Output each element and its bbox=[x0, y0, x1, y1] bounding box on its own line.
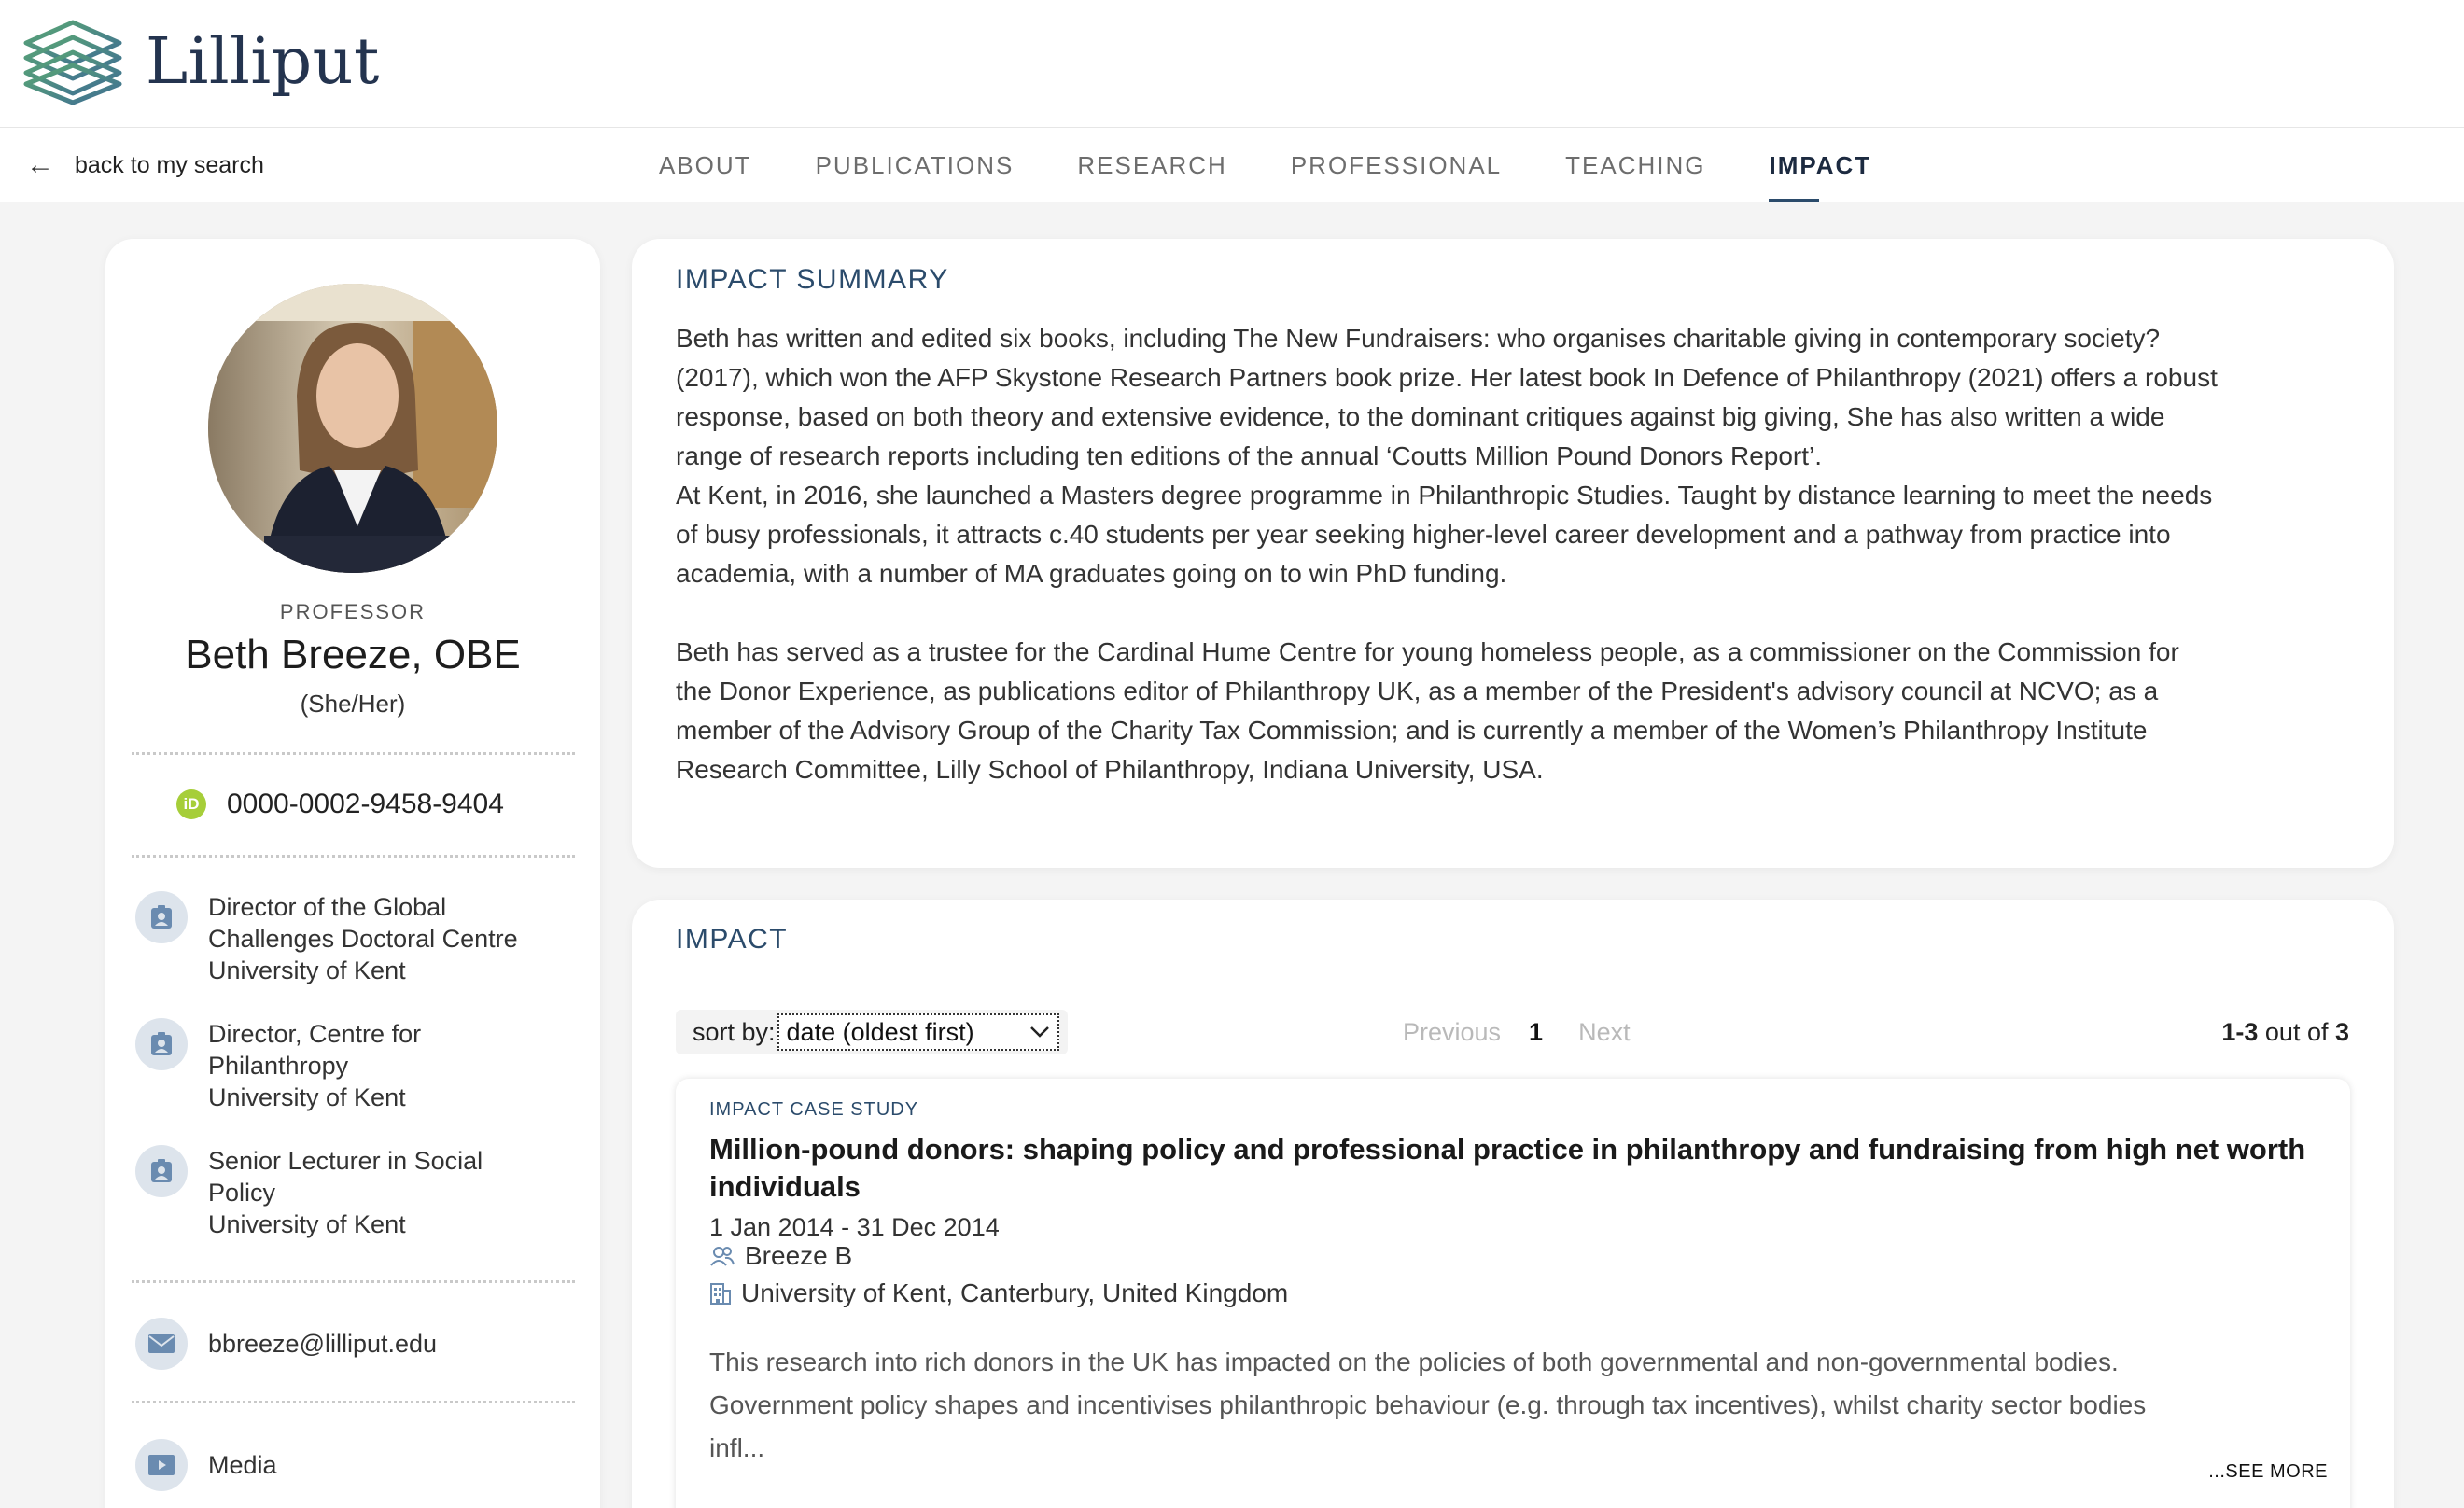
role-line: Policy bbox=[208, 1179, 276, 1207]
text-line: Research Committee, Lilly School of Philanthropy, Indiana University, USA. bbox=[676, 755, 1544, 784]
divider bbox=[132, 855, 575, 858]
back-to-search-link[interactable] bbox=[26, 147, 264, 184]
case-organisation-text[interactable]: University of Kent, Canterbury, United Kingdom bbox=[741, 1278, 1289, 1307]
role-text bbox=[208, 1018, 421, 1113]
role-text bbox=[208, 1145, 483, 1240]
impact-case-card[interactable] bbox=[676, 1079, 2350, 1508]
summary-paragraph bbox=[676, 319, 2365, 476]
layers-logo-icon bbox=[21, 17, 125, 106]
role-line: Challenges Doctoral Centre bbox=[208, 925, 518, 953]
count-middle: out of bbox=[2258, 1018, 2335, 1046]
profile-title: PROFESSOR bbox=[279, 600, 427, 623]
role-line: University of Kent bbox=[208, 1083, 406, 1111]
case-description bbox=[709, 1341, 2315, 1470]
profile-photo bbox=[208, 284, 497, 573]
role-line: Director, Centre for bbox=[208, 1020, 422, 1048]
tab-teaching[interactable]: TEACHING bbox=[1565, 151, 1706, 179]
role-line: Senior Lecturer in Social bbox=[208, 1147, 483, 1175]
orcid-icon: iD bbox=[176, 789, 206, 819]
page-number[interactable]: 1 bbox=[1529, 1017, 1544, 1046]
text-line: academia, with a number of MA graduates going on to win PhD funding. bbox=[676, 559, 1507, 588]
sort-value: date (oldest first) bbox=[786, 1017, 974, 1046]
profile-card bbox=[105, 239, 600, 1508]
role-item bbox=[135, 891, 574, 986]
email-link[interactable] bbox=[135, 1318, 574, 1370]
text-line: response, based on both theory and extensive evidence, to the dominant critiques against big giving, She has also written a wide bbox=[676, 402, 2165, 431]
count-range: 1-3 bbox=[2221, 1018, 2259, 1046]
app-name: Lilliput bbox=[146, 24, 380, 99]
text-line: (2017), which won the AFP Skystone Research Partners book prize. Her latest book In Defence of Philanthropy (2021) offers a robust bbox=[676, 363, 2218, 392]
tab-impact[interactable]: IMPACT bbox=[1769, 128, 1871, 202]
tab-professional[interactable]: PROFESSIONAL bbox=[1290, 151, 1503, 179]
email-text: bbreeze@lilliput.edu bbox=[208, 1330, 438, 1358]
top-header bbox=[0, 0, 2464, 128]
profile-nav bbox=[0, 128, 2464, 202]
text-line: the Donor Experience, as publications editor of Philanthropy UK, as a member of the President's advisory council at NCVO; as a bbox=[676, 677, 2159, 705]
id-badge-icon bbox=[135, 1145, 188, 1197]
case-date: 1 Jan 2014 - 31 Dec 2014 bbox=[709, 1213, 1000, 1241]
back-link-label: back to my search bbox=[75, 151, 264, 178]
role-line: Director of the Global bbox=[208, 893, 447, 921]
id-badge-icon bbox=[135, 891, 188, 943]
people-icon bbox=[709, 1245, 735, 1267]
sort-select[interactable] bbox=[777, 1013, 1059, 1051]
tab-publications[interactable]: PUBLICATIONS bbox=[815, 151, 1015, 179]
envelope-icon bbox=[135, 1318, 188, 1370]
result-count bbox=[2221, 1012, 2349, 1053]
sort-control bbox=[676, 1010, 1068, 1054]
see-more-link[interactable]: ...SEE MORE bbox=[2208, 1461, 2328, 1482]
summary-paragraph bbox=[676, 476, 2365, 593]
profile-name: Beth Breeze, OBE bbox=[185, 632, 521, 677]
divider bbox=[132, 1280, 575, 1283]
text-line: This research into rich donors in the UK has impacted on the policies of both governmental and non-governmental bodies. bbox=[709, 1347, 2119, 1376]
text-line: infl... bbox=[709, 1433, 765, 1462]
text-line: range of research reports including ten editions of the annual ‘Coutts Million Pound Donors Report’. bbox=[676, 441, 1823, 470]
arrow-left-icon: ← bbox=[26, 149, 54, 180]
previous-page-button[interactable]: Previous bbox=[1403, 1017, 1502, 1046]
impact-card bbox=[632, 900, 2394, 1508]
case-title[interactable]: Million-pound donors: shaping policy and professional practice in philanthropy and fundraising from high net worth individuals bbox=[709, 1133, 2306, 1203]
tab-research[interactable]: RESEARCH bbox=[1077, 151, 1227, 179]
case-people bbox=[709, 1239, 852, 1273]
case-organisation bbox=[709, 1277, 1288, 1310]
profile-pronouns: (She/Her) bbox=[300, 690, 406, 718]
text-line: Beth has written and edited six books, including The New Fundraisers: who organises charitable giving in contemporary society? bbox=[676, 324, 2161, 353]
logo[interactable] bbox=[21, 17, 380, 106]
count-total: 3 bbox=[2334, 1018, 2349, 1046]
role-line: Philanthropy bbox=[208, 1052, 349, 1080]
text-line: At Kent, in 2016, she launched a Masters degree programme in Philanthropic Studies. Taught by distance learning to meet the needs bbox=[676, 481, 2213, 510]
tab-about[interactable]: ABOUT bbox=[659, 151, 752, 179]
text-line: Government policy shapes and incentivises philanthropic behaviour (e.g. through tax incentives), whilst charity sector bodies bbox=[709, 1390, 2147, 1419]
text-line: Beth has served as a trustee for the Cardinal Hume Centre for young homeless people, as a commissioner on the Commission for bbox=[676, 637, 2179, 666]
text-line: member of the Advisory Group of the Charity Tax Commission; and is currently a member of the Women’s Philanthropy Institute bbox=[676, 716, 2148, 745]
summary-paragraph bbox=[676, 633, 2365, 789]
case-people-text[interactable]: Breeze B bbox=[745, 1241, 853, 1270]
role-text bbox=[208, 891, 518, 986]
media-link[interactable] bbox=[135, 1439, 574, 1491]
tab-list bbox=[659, 128, 1935, 202]
chevron-down-icon bbox=[1029, 1026, 1050, 1039]
building-icon bbox=[709, 1281, 732, 1306]
divider bbox=[132, 1401, 575, 1403]
orcid-link[interactable] bbox=[176, 786, 504, 823]
divider bbox=[132, 752, 575, 755]
next-page-button[interactable]: Next bbox=[1578, 1017, 1631, 1046]
impact-summary-card bbox=[632, 239, 2394, 868]
section-title: IMPACT bbox=[676, 924, 789, 955]
pagination bbox=[1403, 1012, 1631, 1053]
section-title: IMPACT SUMMARY bbox=[676, 264, 949, 295]
sort-label: sort by: bbox=[693, 1017, 776, 1046]
role-line: University of Kent bbox=[208, 1210, 406, 1238]
text-line: of busy professionals, it attracts c.40 students per year seeking higher-level career development and a pathway from practice into bbox=[676, 520, 2171, 549]
role-item bbox=[135, 1145, 574, 1240]
role-line: University of Kent bbox=[208, 956, 406, 984]
orcid-id: 0000-0002-9458-9404 bbox=[227, 789, 504, 819]
id-badge-icon bbox=[135, 1018, 188, 1070]
media-label: Media bbox=[208, 1451, 277, 1479]
video-icon bbox=[135, 1439, 188, 1491]
avatar bbox=[208, 284, 497, 573]
role-item bbox=[135, 1018, 574, 1113]
case-type-label: IMPACT CASE STUDY bbox=[709, 1099, 919, 1120]
